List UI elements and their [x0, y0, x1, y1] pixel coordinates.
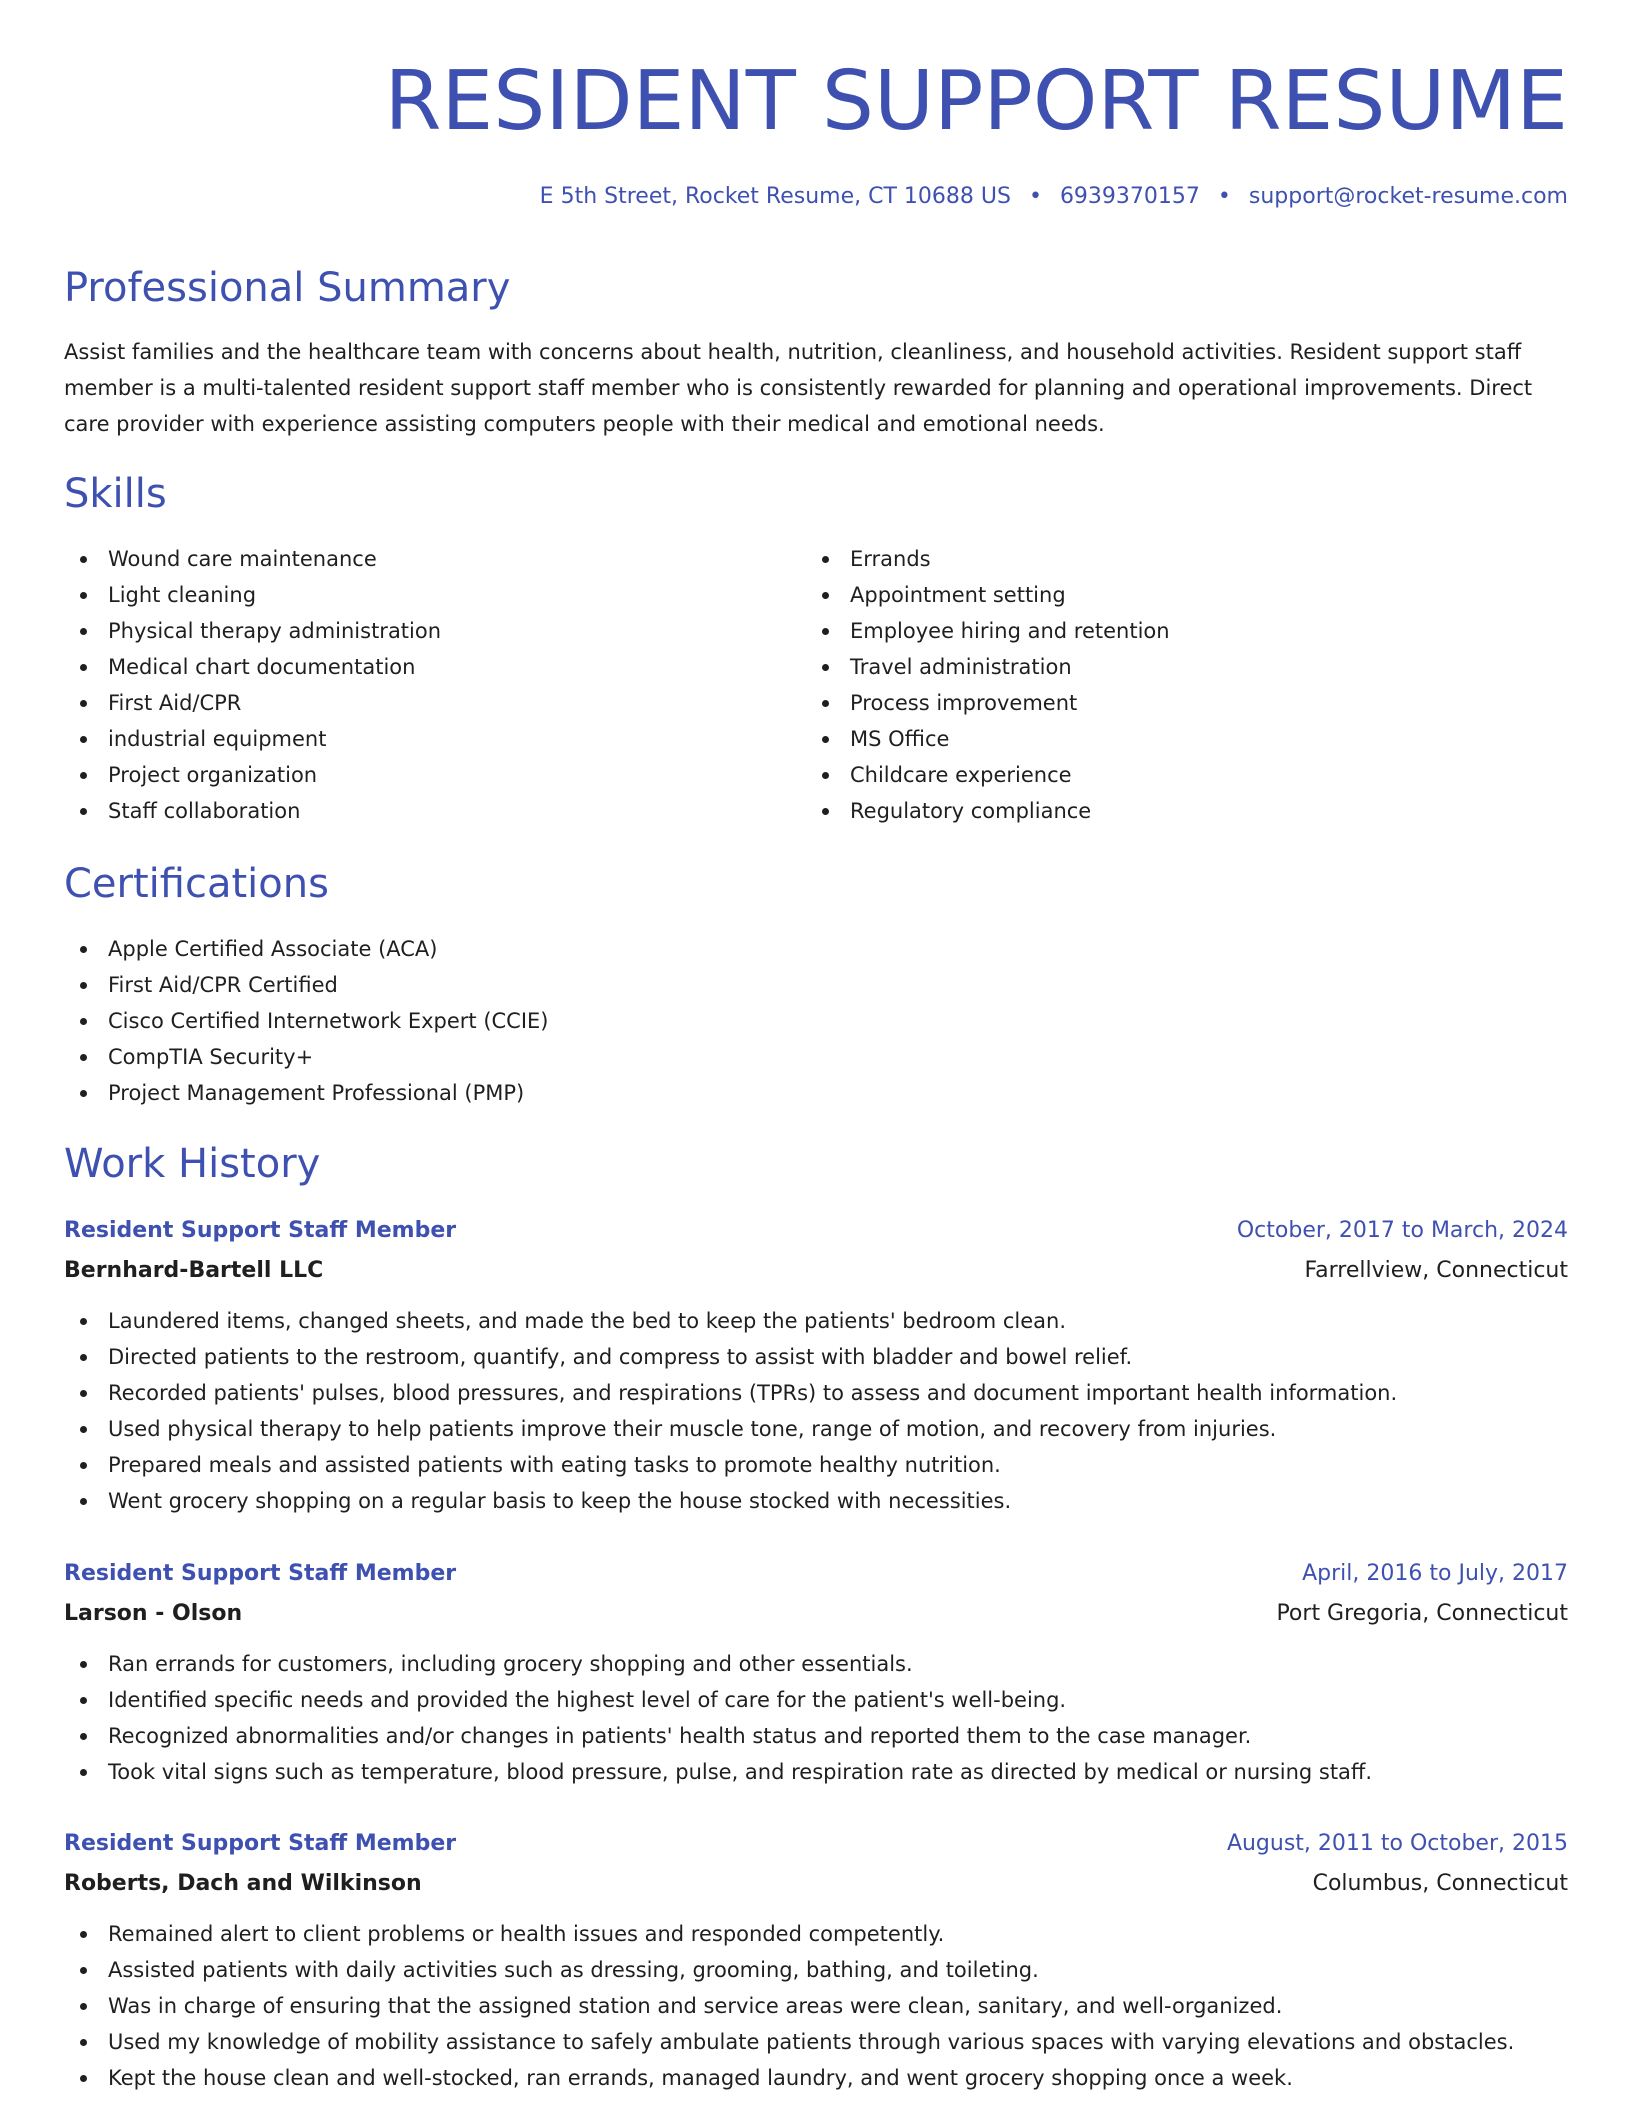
list-item: Laundered items, changed sheets, and made the bed to keep the patients' bedroom clean.	[64, 1303, 1568, 1339]
list-item: Medical chart documentation	[64, 649, 441, 685]
list-item: Regulatory compliance	[806, 793, 1170, 829]
work-history-heading: Work History	[64, 1141, 321, 1187]
job-dates: August, 2011 to October, 2015	[1226, 1831, 1568, 1856]
list-item: MS Office	[806, 721, 1170, 757]
contact-address: E 5th Street, Rocket Resume, CT 10688 US	[539, 184, 1011, 209]
list-item: Went grocery shopping on a regular basis to keep the house stocked with necessities.	[64, 1483, 1568, 1519]
job-location: Port Gregoria, Connecticut	[1276, 1601, 1568, 1626]
list-item: Employee hiring and retention	[806, 613, 1170, 649]
job-entry	[64, 1213, 1568, 1519]
job-location: Columbus, Connecticut	[1312, 1871, 1568, 1896]
list-item: Used physical therapy to help patients improve their muscle tone, range of motion, and recovery from injuries.	[64, 1411, 1568, 1447]
list-item: CompTIA Security+	[64, 1039, 549, 1075]
list-item: Remained alert to client problems or health issues and responded competently.	[64, 1916, 1568, 1952]
list-item: Was in charge of ensuring that the assigned station and service areas were clean, sanitary, and well-organized.	[64, 1988, 1568, 2024]
list-item: Apple Certified Associate (ACA)	[64, 931, 549, 967]
list-item: Prepared meals and assisted patients with eating tasks to promote healthy nutrition.	[64, 1447, 1568, 1483]
list-item: Recorded patients' pulses, blood pressures, and respirations (TPRs) to assess and document important health information.	[64, 1375, 1568, 1411]
list-item: Used my knowledge of mobility assistance to safely ambulate patients through various spaces with varying elevations and obstacles.	[64, 2024, 1568, 2060]
list-item: Travel administration	[806, 649, 1170, 685]
list-item: Directed patients to the restroom, quantify, and compress to assist with bladder and bowel relief.	[64, 1339, 1568, 1375]
list-item: Light cleaning	[64, 577, 441, 613]
job-bullets	[64, 1916, 1568, 2096]
list-item: Wound care maintenance	[64, 541, 441, 577]
job-title: Resident Support Staff Member	[64, 1831, 457, 1856]
contact-email: support@rocket-resume.com	[1248, 184, 1568, 209]
summary-heading: Professional Summary	[64, 265, 511, 311]
list-item: Cisco Certified Internetwork Expert (CCIE)	[64, 1003, 549, 1039]
list-item: Recognized abnormalities and/or changes in patients' health status and reported them to the case manager.	[64, 1718, 1568, 1754]
list-item: Kept the house clean and well-stocked, ran errands, managed laundry, and went grocery shopping once a week.	[64, 2060, 1568, 2096]
list-item: Staff collaboration	[64, 793, 441, 829]
job-dates: October, 2017 to March, 2024	[1236, 1218, 1568, 1243]
certifications-heading: Certifications	[64, 861, 329, 907]
list-item: Errands	[806, 541, 1170, 577]
summary-text: Assist families and the healthcare team with concerns about health, nutrition, cleanliness, and household activities. Resident support staff member is a multi-talented resident support staff member who is consistently rewarded for planning and operational improvements. Direct care provider with experience assisting computers people with their medical and emotional needs.	[64, 340, 1533, 436]
contact-separator: •	[1028, 184, 1042, 209]
job-bullets	[64, 1303, 1568, 1519]
list-item: Assisted patients with daily activities such as dressing, grooming, bathing, and toileting.	[64, 1952, 1568, 1988]
job-dates: April, 2016 to July, 2017	[1302, 1561, 1568, 1586]
list-item: Childcare experience	[806, 757, 1170, 793]
skills-list-right	[806, 541, 1170, 829]
list-item: Identified specific needs and provided the highest level of care for the patient's well-being.	[64, 1682, 1568, 1718]
job-title: Resident Support Staff Member	[64, 1561, 457, 1586]
skills-heading: Skills	[64, 471, 167, 517]
contact-line	[540, 182, 1568, 212]
job-company: Roberts, Dach and Wilkinson	[64, 1871, 422, 1896]
list-item: Project Management Professional (PMP)	[64, 1075, 549, 1111]
job-bullets	[64, 1646, 1568, 1790]
job-entry	[64, 1556, 1568, 1790]
job-company: Larson - Olson	[64, 1601, 243, 1626]
list-item: industrial equipment	[64, 721, 441, 757]
list-item: First Aid/CPR	[64, 685, 441, 721]
list-item: Appointment setting	[806, 577, 1170, 613]
job-location: Farrellview, Connecticut	[1304, 1258, 1568, 1283]
list-item: Project organization	[64, 757, 441, 793]
certifications-list	[64, 931, 549, 1111]
list-item: Process improvement	[806, 685, 1170, 721]
skills-list-left	[64, 541, 441, 829]
contact-separator: •	[1217, 184, 1231, 209]
list-item: Physical therapy administration	[64, 613, 441, 649]
list-item: Took vital signs such as temperature, blood pressure, pulse, and respiration rate as directed by medical or nursing staff.	[64, 1754, 1568, 1790]
job-title: Resident Support Staff Member	[64, 1218, 457, 1243]
list-item: Ran errands for customers, including grocery shopping and other essentials.	[64, 1646, 1568, 1682]
list-item: First Aid/CPR Certified	[64, 967, 549, 1003]
job-company: Bernhard-Bartell LLC	[64, 1258, 324, 1283]
resume-title: RESIDENT SUPPORT RESUME	[384, 54, 1568, 149]
contact-phone: 6939370157	[1059, 184, 1200, 209]
job-entry	[64, 1826, 1568, 2096]
